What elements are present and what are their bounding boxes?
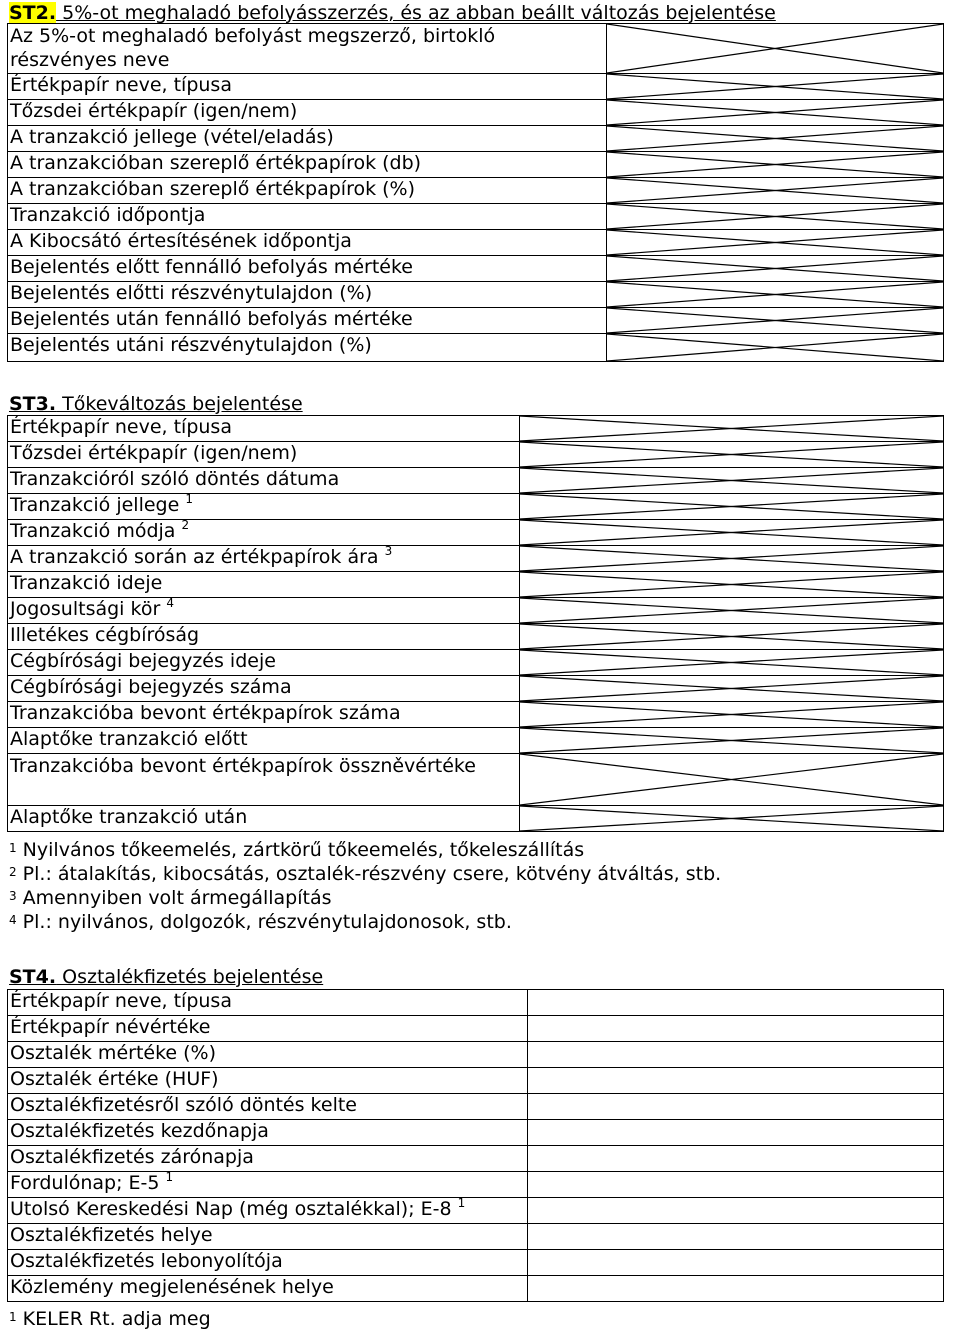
st3-value-cell (520, 598, 944, 624)
st2-table (7, 23, 944, 362)
st3-row (8, 728, 944, 754)
st3-footnote (9, 862, 721, 887)
st4-label-text: Értékpapír neve, típusa (10, 990, 232, 1012)
st4-row-label (8, 1250, 528, 1276)
st4-row (8, 1016, 944, 1042)
cross-mark (607, 256, 943, 281)
st3-row (8, 624, 944, 650)
st4-label-text: Utolsó Kereskedési Nap (még osztalékkal); E-8 (10, 1198, 452, 1220)
cross-mark (520, 494, 943, 519)
cross-mark (607, 152, 943, 177)
st4-value-cell (528, 1172, 944, 1198)
st4-footnote (9, 1307, 211, 1332)
st3-row-label (8, 806, 520, 832)
st2-cell (607, 24, 944, 74)
st2-cell (607, 334, 944, 362)
st3-label-text: Cégbírósági bejegyzés ideje (10, 650, 276, 672)
st3-row (8, 520, 944, 546)
st3-row-label (8, 754, 520, 806)
st3-label-text: Tranzakció módja (10, 520, 176, 542)
st3-heading (9, 393, 303, 415)
st3-value-cell (520, 416, 944, 442)
st3-row-label (8, 494, 520, 520)
st3-value-cell (520, 754, 944, 806)
st4-row-label (8, 1094, 528, 1120)
st3-footnote (9, 838, 584, 863)
st4-label-text: Osztalékfizetésről szóló döntés kelte (10, 1094, 357, 1116)
st2-cell (607, 256, 944, 282)
cross-mark (520, 598, 943, 623)
cross-mark (607, 100, 943, 125)
st3-code: ST3. (9, 393, 57, 415)
st4-value-cell (528, 1042, 944, 1068)
st3-label-text: Tőzsdei értékpapír (igen/nem) (10, 442, 298, 464)
st2-cell (607, 152, 944, 178)
st4-value-cell (528, 1094, 944, 1120)
st4-row (8, 1276, 944, 1302)
st3-row-label (8, 546, 520, 572)
st4-row-label (8, 1120, 528, 1146)
st3-row (8, 442, 944, 468)
st3-row-label (8, 442, 520, 468)
st4-label-text: Osztalék értéke (HUF) (10, 1068, 219, 1090)
st4-value-cell (528, 1250, 944, 1276)
st3-row (8, 494, 944, 520)
st4-row (8, 990, 944, 1016)
st3-footnote-number: 2 (9, 865, 17, 879)
st2-cell (607, 126, 944, 152)
st4-value-cell (528, 1224, 944, 1250)
st4-value-cell (528, 1016, 944, 1042)
st2-heading (9, 2, 776, 24)
st3-row (8, 702, 944, 728)
st4-label-text: Osztalékfizetés zárónapja (10, 1146, 254, 1168)
st3-footnote (9, 886, 332, 911)
st3-value-cell (520, 650, 944, 676)
st4-value-cell (528, 1068, 944, 1094)
st3-row-label (8, 572, 520, 598)
st4-label-text: Osztalékfizetés lebonyolítója (10, 1250, 283, 1272)
st2-row-label: Bejelentés utáni részvénytulajdon (%) (8, 334, 607, 362)
st4-row (8, 1068, 944, 1094)
st3-footnote-text: Pl.: nyilvános, dolgozók, részvénytulajdonosok, stb. (16, 911, 512, 933)
st3-footnote (9, 910, 512, 935)
st2-row-label: A Kibocsátó értesítésének időpontja (8, 230, 607, 256)
st4-value-cell (528, 1120, 944, 1146)
st3-value-cell (520, 546, 944, 572)
st3-footnote-text: Pl.: átalakítás, kibocsátás, osztalék-részvény csere, kötvény átváltás, stb. (16, 863, 722, 885)
st4-footnote-text: KELER Rt. adja meg (16, 1308, 211, 1330)
cross-mark (520, 572, 943, 597)
cross-mark (607, 178, 943, 203)
st4-row (8, 1224, 944, 1250)
st3-row (8, 598, 944, 624)
cross-mark (520, 650, 943, 675)
st4-footnote-ref: 1 (457, 1197, 466, 1210)
st3-row-label (8, 650, 520, 676)
st3-footnote-number: 3 (9, 889, 17, 903)
st3-label-text: Tranzakcióba bevont értékpapírok száma (10, 702, 401, 724)
st3-row (8, 546, 944, 572)
st4-row-label (8, 1068, 528, 1094)
st3-row (8, 676, 944, 702)
st3-footnote-number: 4 (9, 913, 17, 927)
st3-label-text: Illetékes cégbíróság (10, 624, 200, 646)
st3-label-text: Jogosultsági kör (10, 598, 161, 620)
st4-value-cell (528, 1146, 944, 1172)
st4-row-label (8, 1276, 528, 1302)
cross-mark (520, 546, 943, 571)
st2-cell (607, 100, 944, 126)
st4-row-label (8, 1016, 528, 1042)
st4-row (8, 1198, 944, 1224)
st2-code: ST2. (9, 2, 57, 24)
st3-label-text: Értékpapír neve, típusa (10, 416, 232, 438)
st3-label-text: Tranzakció jellege (10, 494, 180, 516)
st4-footnote-number: 1 (9, 1310, 17, 1324)
st4-code: ST4. (9, 966, 57, 988)
cross-mark (520, 442, 943, 467)
st2-cell (607, 178, 944, 204)
st3-row (8, 806, 944, 832)
st2-cell (607, 282, 944, 308)
st3-value-cell (520, 494, 944, 520)
st3-title: Tőkeváltozás bejelentése (56, 393, 303, 415)
st4-row-label (8, 1146, 528, 1172)
st2-row-label: Értékpapír neve, típusa (8, 74, 607, 100)
cross-mark (607, 282, 943, 307)
st4-value-cell (528, 1276, 944, 1302)
st3-label-text: Tranzakcióba bevont értékpapírok összněvértéke (10, 755, 476, 777)
st2-row-label: A tranzakcióban szereplő értékpapírok (%) (8, 178, 607, 204)
cross-mark (520, 702, 943, 727)
st2-row-label: Tranzakció időpontja (8, 204, 607, 230)
cross-mark (607, 204, 943, 229)
st2-cell (607, 308, 944, 334)
cross-mark (607, 24, 943, 73)
cross-mark (520, 468, 943, 493)
cross-mark (520, 754, 943, 805)
st3-footnote-ref: 4 (166, 597, 174, 610)
st2-cell (607, 74, 944, 100)
cross-mark (607, 74, 943, 99)
st4-value-cell (528, 990, 944, 1016)
st3-label-text: Tranzakcióról szóló döntés dátuma (10, 468, 340, 490)
cross-mark (607, 126, 943, 151)
cross-mark (520, 728, 943, 753)
st3-footnote-text: Amennyiben volt ármegállapítás (16, 887, 332, 909)
st3-label-text: Tranzakció ideje (10, 572, 163, 594)
st4-label-text: Értékpapír névértéke (10, 1016, 211, 1038)
st2-row-label: Bejelentés előtti részvénytulajdon (%) (8, 282, 607, 308)
st2-row-label: Bejelentés előtt fennálló befolyás mértéke (8, 256, 607, 282)
st4-footnote-ref: 1 (165, 1171, 174, 1184)
cross-mark (520, 806, 943, 831)
st4-row-label (8, 1172, 528, 1198)
st3-value-cell (520, 676, 944, 702)
st4-table (7, 989, 944, 1302)
st4-row (8, 1146, 944, 1172)
st3-row-label (8, 676, 520, 702)
st3-row (8, 468, 944, 494)
st3-label-text: Cégbírósági bejegyzés száma (10, 676, 292, 698)
st4-title: Osztalékfizetés bejelentése (56, 966, 324, 988)
st3-row-label (8, 598, 520, 624)
st2-cell (607, 204, 944, 230)
st3-value-cell (520, 624, 944, 650)
st3-row-label (8, 468, 520, 494)
st3-footnote-text: Nyilvános tőkeemelés, zártkörű tőkeemelés, tőkeleszállítás (16, 839, 585, 861)
cross-mark (607, 334, 943, 361)
st3-value-cell (520, 728, 944, 754)
st3-value-cell (520, 520, 944, 546)
st4-label-text: Osztalék mértéke (%) (10, 1042, 217, 1064)
st2-row-label: Bejelentés után fennálló befolyás mértéke (8, 308, 607, 334)
st4-label-text: Közlemény megjelenésének helye (10, 1276, 334, 1298)
st2-cell (607, 230, 944, 256)
st2-row-label: Tőzsdei értékpapír (igen/nem) (8, 100, 607, 126)
st3-table (7, 415, 944, 832)
st4-row (8, 1250, 944, 1276)
st4-label-text: Fordulónap; E-5 (10, 1172, 160, 1194)
st2-row-label: A tranzakció jellege (vétel/eladás) (8, 126, 607, 152)
st3-footnote-number: 1 (9, 841, 17, 855)
st4-heading (9, 966, 323, 988)
st3-row-label (8, 702, 520, 728)
cross-mark (520, 676, 943, 701)
st2-row-label: Az 5%-ot meghaladó befolyást megszerző, birtokló részvényes neve (8, 24, 607, 74)
st3-row-label (8, 520, 520, 546)
st4-value-cell (528, 1198, 944, 1224)
st3-value-cell (520, 702, 944, 728)
st3-row (8, 572, 944, 598)
st2-title: 5%-ot meghaladó befolyásszerzés, és az abban beállt változás bejelentése (56, 2, 776, 24)
st4-row-label (8, 990, 528, 1016)
st3-value-cell (520, 468, 944, 494)
cross-mark (607, 230, 943, 255)
st3-row-label (8, 416, 520, 442)
st4-row-label (8, 1042, 528, 1068)
st3-row-label (8, 624, 520, 650)
st4-row (8, 1042, 944, 1068)
st4-row-label (8, 1198, 528, 1224)
st3-value-cell (520, 572, 944, 598)
cross-mark (607, 308, 943, 333)
st3-row (8, 650, 944, 676)
st3-value-cell (520, 442, 944, 468)
st3-row (8, 754, 944, 806)
st4-row (8, 1120, 944, 1146)
st3-row (8, 416, 944, 442)
st4-row (8, 1172, 944, 1198)
st4-label-text: Osztalékfizetés kezdőnapja (10, 1120, 269, 1142)
st3-label-text: A tranzakció során az értékpapírok ára (10, 546, 379, 568)
st3-footnote-ref: 1 (185, 493, 193, 506)
cross-mark (520, 624, 943, 649)
st4-row-label (8, 1224, 528, 1250)
st4-row (8, 1094, 944, 1120)
st4-label-text: Osztalékfizetés helye (10, 1224, 213, 1246)
st3-row-label (8, 728, 520, 754)
cross-mark (520, 520, 943, 545)
st2-row-label: A tranzakcióban szereplő értékpapírok (db) (8, 152, 607, 178)
st3-footnote-ref: 3 (384, 545, 393, 558)
st3-value-cell (520, 806, 944, 832)
cross-mark (520, 416, 943, 441)
st3-footnote-ref: 2 (181, 519, 190, 532)
st3-label-text: Alaptőke tranzakció után (10, 806, 248, 828)
st3-label-text: Alaptőke tranzakció előtt (10, 728, 248, 750)
